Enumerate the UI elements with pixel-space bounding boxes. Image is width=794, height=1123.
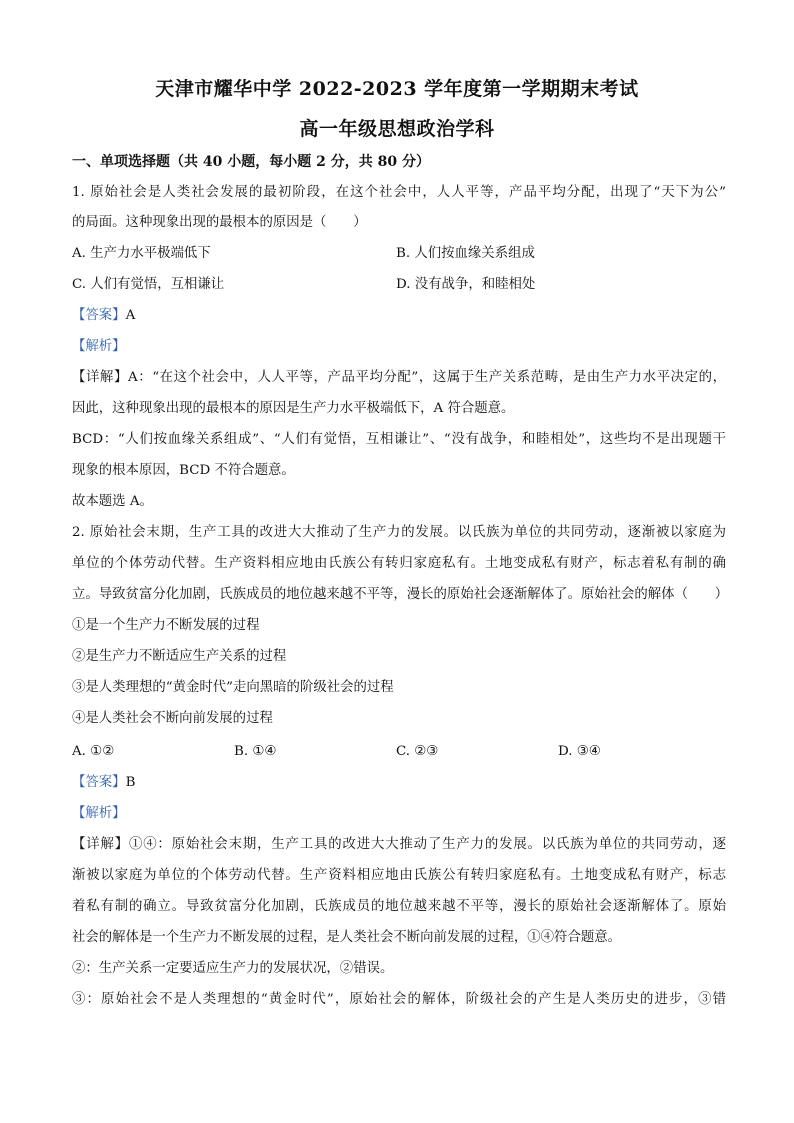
q2-item-1: ①是一个生产力不断发展的过程 [72,618,260,633]
q2-detail-line-5: ②：生产关系一定要适应生产力的发展状况，②错误。 [72,961,394,976]
answer-tag: 【答案】 [72,308,126,323]
q1-detail-line-1 [72,368,726,388]
q2-item-3: ③是人类理想的“黄金时代”走向黑暗的阶级社会的过程 [72,680,394,695]
q1-option-a: A. 生产力水平极端低下 [72,246,211,261]
answer-tag: 【答案】 [72,775,126,790]
q2-answer [72,773,726,793]
answer-value: B [125,775,136,790]
detail-text: A：“在这个社会中，人人平等，产品平均分配”，这属于生产关系范畴，是由生产力水平决定的， [127,370,727,385]
q2-stem-line-2: 单位的个体劳动代替。生产资料相应地由氏族公有转归家庭私有。土地变成私有财产，标志着私有制的确 [72,556,726,571]
document-title: 天津市耀华中学 2022-2023 学年度第一学期期末考试 [155,78,639,100]
q1-detail-line-4: 现象的根本原因，BCD 不符合题意。 [72,463,295,478]
q2-detail-line-1 [72,835,726,855]
detail-tag: 【详解】 [72,370,128,385]
q2-option-a: A. ①② [72,744,115,759]
q2-option-b: B. ①④ [234,744,277,759]
q2-stem-line-1: 2. 原始社会末期，生产工具的改进大大推动了生产力的发展。以氏族为单位的共同劳动，逐渐被以家庭为 [72,525,726,540]
q2-item-2: ②是生产力不断适应生产关系的过程 [72,649,287,664]
q2-detail-line-2: 渐被以家庭为单位的个体劳动代替。生产资料相应地由氏族公有转归家庭私有。土地变成私有财产，标志 [72,868,726,883]
q1-detail-line-3: BCD：“人们按血缘关系组成”、“人们有觉悟，互相谦让”、“没有战争，和睦相处”，这些均不是出现题干 [72,432,726,447]
detail-tag: 【详解】 [72,837,129,852]
section-heading: 一、单项选择题（共 40 小题，每小题 2 分，共 80 分） [72,154,430,170]
q1-option-b: B. 人们按血缘关系组成 [396,246,535,261]
analysis-tag: 【解析】 [72,806,126,821]
q2-option-c: C. ②③ [396,744,439,759]
q2-detail-line-6: ③：原始社会不是人类理想的“黄金时代”，原始社会的解体，阶级社会的产生是人类历史的进步，③错 [72,992,726,1007]
q1-conclusion: 故本题选 A。 [72,494,153,509]
q1-stem-line-1: 1. 原始社会是人类社会发展的最初阶段，在这个社会中，人人平等，产品平均分配，出现了“天下为公” [72,185,726,200]
q1-answer [72,306,726,326]
document-subtitle: 高一年级思想政治学科 [299,118,495,140]
q1-option-c: C. 人们有觉悟，互相谦让 [72,277,225,292]
q1-analysis-tag [72,337,726,357]
q2-option-d: D. ③④ [558,744,601,759]
detail-text: ①④：原始社会末期，生产工具的改进大大推动了生产力的发展。以氏族为单位的共同劳动，逐 [128,837,727,852]
q2-item-4: ④是人类社会不断向前发展的过程 [72,711,273,726]
answer-value: A [125,308,136,323]
analysis-tag: 【解析】 [72,339,126,354]
q2-analysis-tag [72,804,726,824]
q1-stem-line-2: 的局面。这种现象出现的最根本的原因是（ ） [72,215,367,230]
q1-detail-line-2: 因此，这种现象出现的最根本的原因是生产力水平极端低下，A 符合题意。 [72,401,515,416]
q2-detail-line-4: 社会的解体是一个生产力不断发展的过程，是人类社会不断向前发展的过程，①④符合题意。 [72,930,622,945]
q2-stem-line-3: 立。导致贫富分化加剧，氏族成员的地位越来越不平等，漫长的原始社会逐渐解体了。原始社会的解体（ ） [72,587,729,602]
q1-option-d: D. 没有战争，和睦相处 [396,277,536,292]
q2-detail-line-3: 着私有制的确立。导致贫富分化加剧，氏族成员的地位越来越不平等，漫长的原始社会逐渐解体了。原始 [72,899,726,914]
